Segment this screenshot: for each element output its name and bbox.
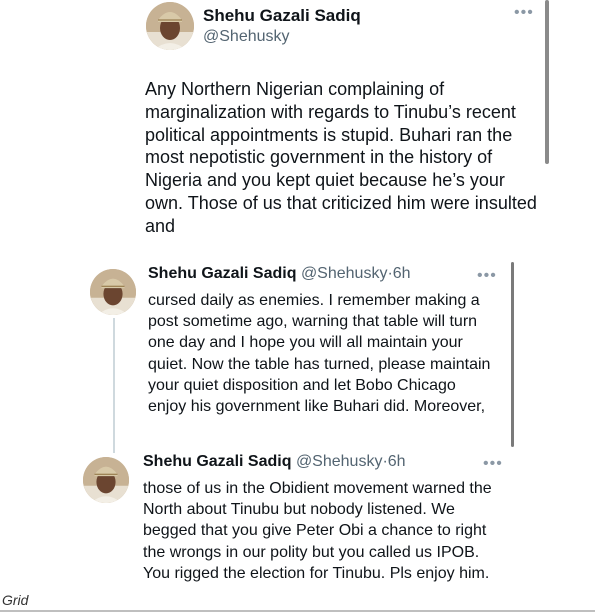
tweet-text: those of us in the Obidient movement warned the North about Tinubu but nobody listened. We begged that you give Peter Obi a chance to right the wrongs in our polity but you called us IPOB. You rigged the election for Tinubu. Pls enjoy him. (143, 480, 492, 582)
author-handle[interactable]: @Shehusky (295, 453, 383, 470)
timestamp[interactable]: 6h (392, 265, 411, 282)
dot-separator: · (382, 453, 388, 470)
timestamp[interactable]: 6h (387, 453, 406, 470)
tweet-text: Any Northern Nigerian complaining of marginalization with regards to Tinubu’s recent political appointments is stupid. Buhari ran the most nepotistic government in the history of Nigeria and you kept quiet because he’s your own. Those of us that criticized him were insulted and (145, 79, 537, 236)
reply-header (143, 453, 406, 471)
scrollbar[interactable] (545, 0, 549, 164)
author-name[interactable]: Shehu Gazali Sadiq (143, 453, 292, 470)
bottom-divider (0, 610, 595, 612)
avatar-image (146, 2, 194, 50)
author-handle[interactable]: @Shehusky (300, 265, 388, 282)
more-horizontal-icon[interactable]: ••• (477, 267, 497, 284)
more-horizontal-icon[interactable]: ••• (514, 4, 534, 21)
main-tweet[interactable] (130, 0, 560, 262)
dot-separator: · (387, 265, 393, 282)
avatar-image (83, 457, 129, 503)
grid-label: Grid (2, 592, 29, 608)
avatar-image (90, 269, 136, 315)
tweet-text: cursed daily as enemies. I remember making a post sometime ago, warning that table will turn one day and I hope you will all maintain your quiet. Now the table has turned, please maintain your quiet disposition and let Bobo Chicago enjoy his government like Buhari did. Moreover, (148, 292, 491, 416)
scrollbar[interactable] (511, 262, 514, 447)
author-name[interactable]: Shehu Gazali Sadiq (203, 6, 361, 25)
thread-line (113, 318, 115, 453)
author-name[interactable]: Shehu Gazali Sadiq (148, 265, 297, 282)
reply-header (148, 265, 411, 283)
author-handle[interactable]: @Shehusky (203, 28, 290, 45)
avatar[interactable] (83, 457, 129, 503)
more-horizontal-icon[interactable]: ••• (483, 455, 503, 472)
avatar[interactable] (90, 269, 136, 315)
avatar[interactable] (146, 2, 194, 50)
